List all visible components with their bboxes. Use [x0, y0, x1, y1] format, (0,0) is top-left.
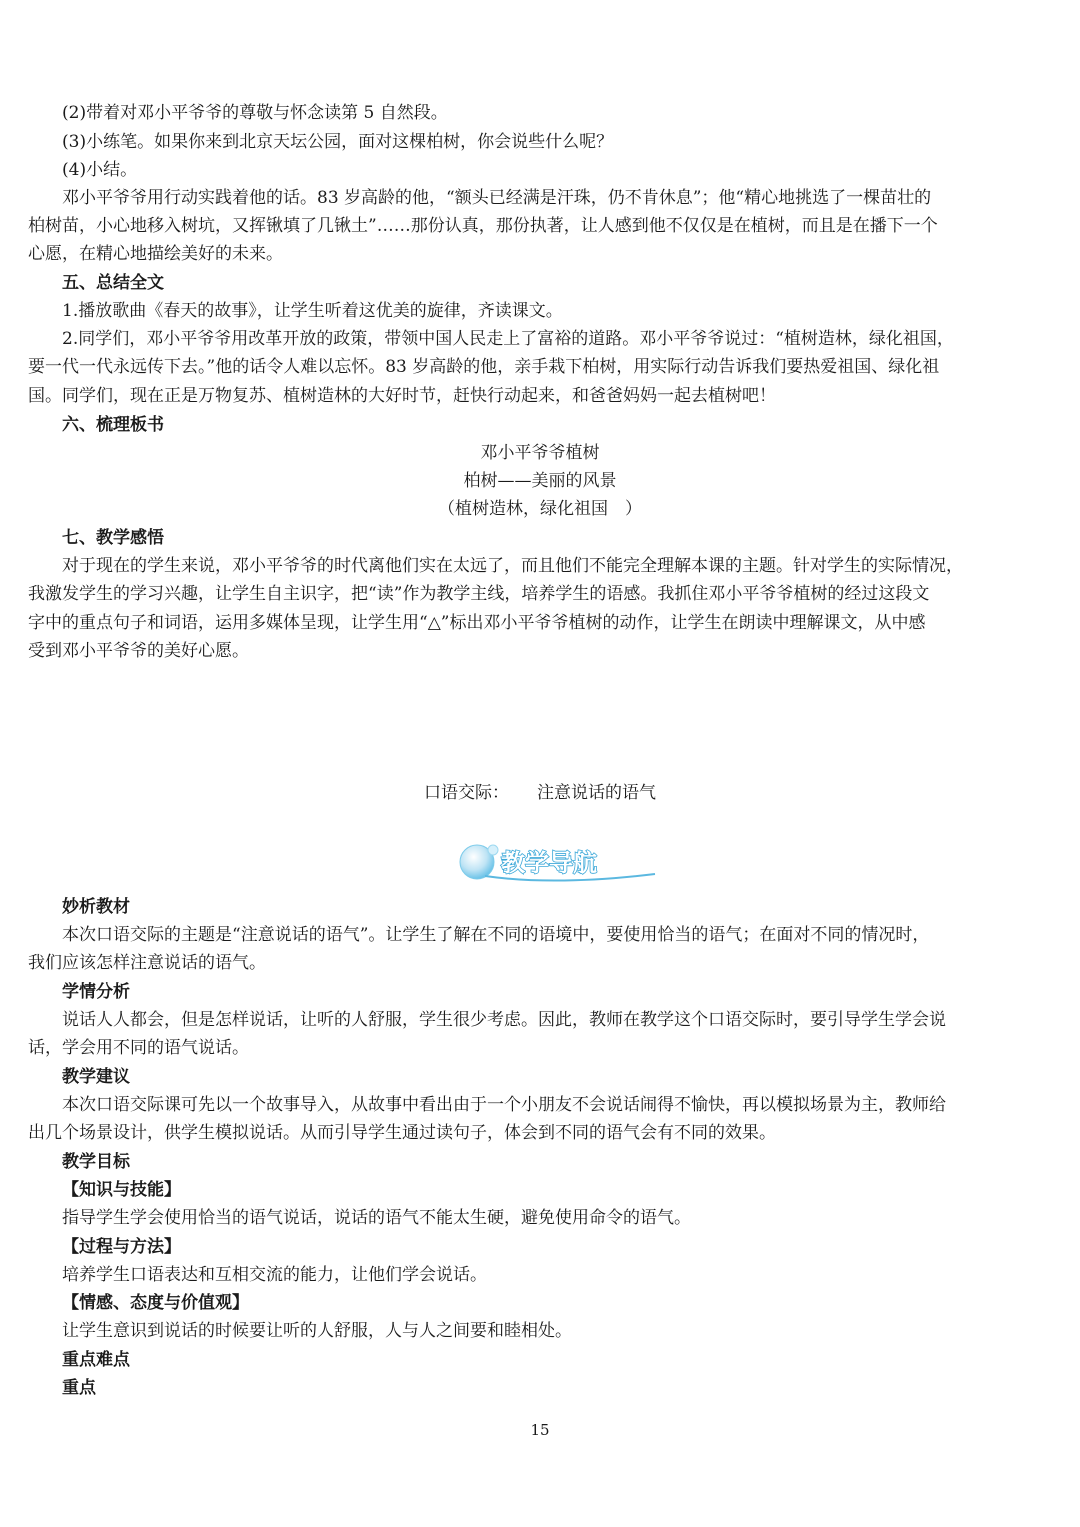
- section-heading: 六、梳理板书: [62, 415, 164, 435]
- goal-text: 让学生意识到说话的时候要让听的人舒服，人与人之间要和睦相处。: [62, 1321, 572, 1341]
- section-heading: 教学建议: [62, 1067, 130, 1087]
- sec5-item1: 1.播放歌曲《春天的故事》，让学生听着这优美的旋律，齐读课文。: [62, 301, 563, 321]
- goal-subheading: 【情感、态度与价值观】: [62, 1293, 249, 1313]
- sec4-item3: (3)小练笔。如果你来到北京天坛公园，面对这棵柏树，你会说些什么呢？: [62, 132, 614, 152]
- student-para-line: 说话人人都会，但是怎样说话，让听的人舒服，学生很少考虑。因此，教师在教学这个口语交际时，要引导学生学会说: [62, 1010, 946, 1030]
- sec4-item4: (4)小结。: [62, 160, 138, 180]
- advice-para-line: 本次口语交际课可先以一个故事导入，从故事中看出由于一个小朋友不会说话闹得不愉快，再以模拟场景为主，教师给: [62, 1095, 946, 1115]
- sec7-para-line: 受到邓小平爷爷的美好心愿。: [28, 641, 249, 661]
- section-heading: 妙析教材: [62, 897, 130, 917]
- sec7-para-line: 我激发学生的学习兴趣，让学生自主识字，把“读”作为教学主线，培养学生的语感。我抓住邓小平爷爷植树的经过这段文: [28, 584, 930, 604]
- goal-subheading: 【知识与技能】: [62, 1180, 181, 1200]
- teaching-guide-logo: [455, 840, 660, 890]
- sec5-item2-line: 国。同学们，现在正是万物复苏、植树造林的大好时节，赶快行动起来，和爸爸妈妈一起去植树吧！: [28, 386, 776, 406]
- section-heading: 学情分析: [62, 982, 130, 1002]
- section-subheading: 重点: [62, 1378, 96, 1398]
- analysis-para-line: 本次口语交际的主题是“注意说话的语气”。让学生了解在不同的语境中，要使用恰当的语气；在面对不同的情况时，: [62, 925, 930, 945]
- goal-text: 培养学生口语表达和互相交流的能力，让他们学会说话。: [62, 1265, 487, 1285]
- board-line: 邓小平爷爷植树: [480, 443, 600, 463]
- section-heading: 七、教学感悟: [62, 528, 164, 548]
- sec4-para-line: 心愿，在精心地描绘美好的未来。: [28, 244, 283, 264]
- advice-para-line: 出几个场景设计，供学生模拟说话。从而引导学生通过读句子，体会到不同的语气会有不同的效果。: [28, 1123, 776, 1143]
- lesson-title-main: 注意说话的语气: [537, 783, 656, 803]
- student-para-line: 话，学会用不同的语气说话。: [28, 1038, 249, 1058]
- lesson-title: [0, 782, 1080, 804]
- sec4-item2: (2)带着对邓小平爷爷的尊敬与怀念读第 5 自然段。: [62, 103, 448, 123]
- section-heading: 重点难点: [62, 1350, 130, 1370]
- section-heading: 教学目标: [62, 1152, 130, 1172]
- logo-text: 教学导航: [501, 849, 597, 877]
- section-heading: 五、总结全文: [62, 273, 164, 293]
- sec4-para-line: 邓小平爷爷用行动实践着他的话。83 岁高龄的他，“额头已经满是汗珠，仍不肯休息”；他“精心地挑选了一棵苗壮的: [62, 188, 932, 208]
- board-line: （植树造林，绿化祖国 ）: [438, 499, 642, 519]
- sec7-para-line: 字中的重点句子和词语，运用多媒体呈现，让学生用“△”标出邓小平爷爷植树的动作，让学生在朗读中理解课文，从中感: [28, 613, 926, 633]
- sec5-item2-line: 要一代一代永远传下去。”他的话令人难以忘怀。83 岁高龄的他，亲手栽下柏树，用实际行动告诉我们要热爱祖国、绿化祖: [28, 357, 940, 377]
- goal-subheading: 【过程与方法】: [62, 1237, 181, 1257]
- analysis-para-line: 我们应该怎样注意说话的语气。: [28, 953, 266, 973]
- sec7-para-line: 对于现在的学生来说，邓小平爷爷的时代离他们实在太远了，而且他们不能完全理解本课的主题。针对学生的实际情况，: [62, 556, 963, 576]
- sec4-para-line: 柏树苗，小心地移入树坑，又挥锹填了几锹土”……那份认真，那份执著，让人感到他不仅仅是在植树，而且是在播下一个: [28, 216, 938, 236]
- goal-text: 指导学生学会使用恰当的语气说话，说话的语气不能太生硬，避免使用命令的语气。: [62, 1208, 691, 1228]
- page-number: 15: [530, 1421, 550, 1439]
- sec5-item2-line: 2.同学们，邓小平爷爷用改革开放的政策，带领中国人民走上了富裕的道路。邓小平爷爷说过：“植树造林，绿化祖国，: [62, 329, 954, 349]
- board-line: 柏树——美丽的风景: [463, 471, 617, 491]
- lesson-title-prefix: 口语交际：: [424, 783, 509, 803]
